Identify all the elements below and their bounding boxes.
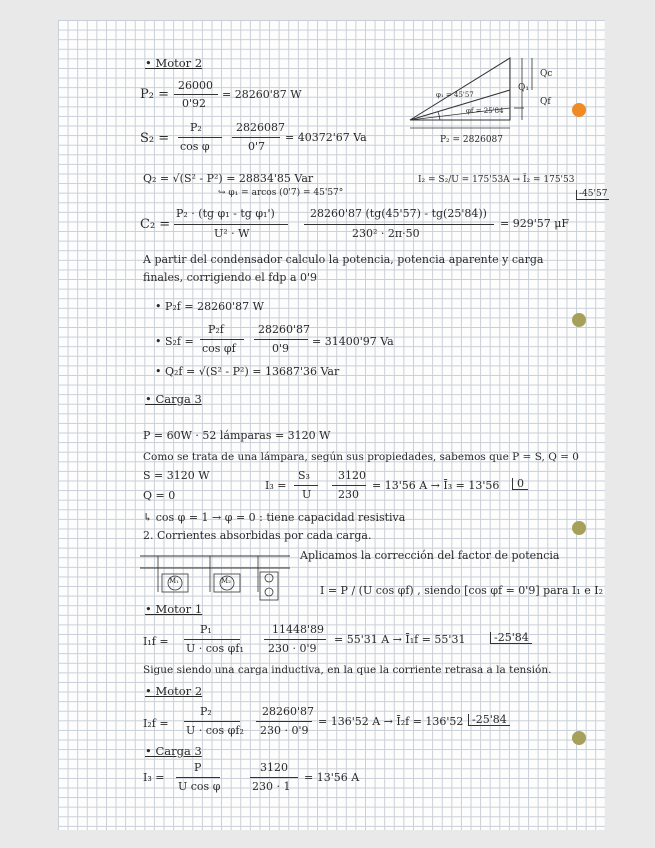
i1f-label: I₁f = bbox=[143, 635, 169, 648]
i3b-result: = 13'56 A bbox=[304, 771, 360, 784]
binder-hole-orange bbox=[572, 103, 586, 117]
p2-numerator: 26000 bbox=[178, 79, 213, 92]
cos-note: ↳ cos φ = 1 → φ = 0 : tiene capacidad resistiva bbox=[143, 511, 406, 524]
i1f-result: = 55'31 A → Ī₁f = 55'31 bbox=[334, 633, 466, 646]
i3-numerator: S₃ bbox=[298, 469, 310, 482]
sigue-text: Sigue siendo una carga inductiva, en la que la corriente retrasa a la tensión. bbox=[143, 664, 552, 676]
s2-result: = 40372'67 Va bbox=[285, 131, 367, 144]
fraction-bar bbox=[304, 224, 494, 225]
s2f-mid-numerator: 28260'87 bbox=[258, 323, 311, 336]
i1f-numerator: P₁ bbox=[200, 623, 212, 636]
i1f-mid-numerator: 11448'89 bbox=[272, 623, 325, 636]
i1f-denominator: U · cos φf₁ bbox=[186, 642, 244, 655]
fraction-bar bbox=[184, 639, 240, 640]
i2-angle: -45'57 bbox=[576, 190, 609, 200]
section-2-heading: 2. Corrientes absorbidas por cada carga. bbox=[143, 529, 372, 542]
i2f-result: = 136'52 A → Ī₂f = 136'52 bbox=[318, 715, 464, 728]
carga3-power: P = 60W · 52 lámparas = 3120 W bbox=[143, 429, 331, 442]
aplicamos-text: Aplicamos la corrección del factor de potencia bbox=[300, 549, 560, 562]
p2-result: = 28260'87 W bbox=[222, 88, 302, 101]
i3b-mid-numerator: 3120 bbox=[260, 761, 288, 774]
circuit-m2-label: M₂ bbox=[221, 577, 231, 585]
i2f-label: I₂f = bbox=[143, 717, 169, 730]
fraction-bar bbox=[174, 94, 218, 95]
binder-hole bbox=[572, 731, 586, 745]
i3-denominator: U bbox=[302, 488, 312, 501]
p2f-equation: • P₂f = 28260'87 W bbox=[155, 300, 264, 313]
fraction-bar bbox=[250, 777, 298, 778]
p2-label: P₂ = bbox=[140, 87, 169, 102]
c2-label: C₂ = bbox=[140, 217, 171, 232]
s2f-denominator: cos φf bbox=[202, 342, 236, 355]
i3b-numerator: P bbox=[194, 761, 202, 774]
fraction-bar bbox=[178, 137, 222, 138]
c2-denominator: U² · W bbox=[214, 227, 250, 240]
c2-numerator-values: 28260'87 (tg(45'57) - tg(25'84)) bbox=[310, 207, 487, 220]
i1f-angle: -25'84 bbox=[490, 632, 532, 644]
diagram-phi2-label: φf = 25'84 bbox=[466, 107, 504, 115]
phi-equation: ↪ φ₁ = arcos (0'7) = 45'57° bbox=[218, 188, 344, 198]
aplicamos-formula: I = P / (U cos φf) , siendo [cos φf = 0'9] para I₁ e I₂ bbox=[320, 584, 604, 597]
binder-hole bbox=[572, 521, 586, 535]
s2-mid-numerator: 2826087 bbox=[236, 121, 285, 134]
fraction-bar bbox=[332, 485, 366, 486]
c2-numerator: P₂ · (tg φ₁ - tg φ₁') bbox=[176, 207, 275, 220]
heading-motor-2b: • Motor 2 bbox=[145, 684, 203, 698]
fraction-bar bbox=[174, 224, 288, 225]
c2-denominator-values: 230² · 2π·50 bbox=[352, 227, 420, 240]
i2f-mid-denominator: 230 · 0'9 bbox=[260, 724, 309, 737]
q2f-equation: • Q₂f = √(S² - P²) = 13687'36 Var bbox=[155, 365, 340, 378]
paragraph-line: finales, corrigiendo el fdp a 0'9 bbox=[143, 271, 318, 284]
i3-mid-numerator: 3120 bbox=[338, 469, 366, 482]
s2f-numerator: P₂f bbox=[208, 323, 224, 336]
i2f-angle: -25'84 bbox=[468, 714, 510, 726]
q2-equation: Q₂ = √(S² - P²) = 28834'85 Var bbox=[143, 172, 314, 185]
i3-result: = 13'56 A → Ī₃ = 13'56 bbox=[372, 479, 500, 492]
i3b-mid-denominator: 230 · 1 bbox=[252, 780, 291, 793]
i1f-mid-denominator: 230 · 0'9 bbox=[268, 642, 317, 655]
i2f-numerator: P₂ bbox=[200, 705, 212, 718]
s2-numerator: P₂ bbox=[190, 121, 202, 134]
fraction-bar bbox=[232, 137, 280, 138]
i3b-denominator: U cos φ bbox=[178, 780, 221, 793]
s2f-label: • S₂f = bbox=[155, 335, 194, 348]
heading-motor-1: • Motor 1 bbox=[145, 602, 203, 616]
i3-angle: 0 bbox=[512, 478, 528, 490]
fraction-bar bbox=[294, 485, 318, 486]
diagram-phi1-label: φ₁ = 45'57 bbox=[436, 91, 474, 99]
diagram-p-label: P₂ = 2826087 bbox=[440, 135, 504, 145]
i2f-mid-numerator: 28260'87 bbox=[262, 705, 315, 718]
carga3-text: Como se trata de una lámpara, según sus propiedades, sabemos que P = S, Q = 0 bbox=[143, 451, 579, 463]
circuit-diagram bbox=[140, 548, 290, 608]
i3b-label: I₃ = bbox=[143, 771, 165, 784]
paragraph-line: A partir del condensador calculo la potencia, potencia aparente y carga bbox=[143, 253, 544, 266]
circuit-m1-label: M₁ bbox=[169, 577, 179, 585]
heading-carga-3: • Carga 3 bbox=[145, 392, 202, 406]
i2-equation: I₂ = S₂/U = 175'53A → Ī₂ = 175'53 bbox=[418, 175, 575, 185]
fraction-bar bbox=[264, 639, 326, 640]
s2-denominator: cos φ bbox=[180, 140, 210, 153]
carga3-s: S = 3120 W bbox=[143, 469, 210, 482]
c2-result: = 929'57 μF bbox=[500, 217, 570, 230]
i3-mid-denominator: 230 bbox=[338, 488, 359, 501]
fraction-bar bbox=[200, 339, 244, 340]
carga3-q: Q = 0 bbox=[143, 489, 176, 502]
diagram-q1-label: Q₁ bbox=[518, 83, 529, 93]
s2-mid-denominator: 0'7 bbox=[248, 140, 266, 153]
binder-hole bbox=[572, 313, 586, 327]
fraction-bar bbox=[254, 339, 308, 340]
s2f-result: = 31400'97 Va bbox=[312, 335, 394, 348]
i3-label: I₃ = bbox=[265, 479, 287, 492]
i2f-denominator: U · cos φf₂ bbox=[186, 724, 244, 737]
s2-label: S₂ = bbox=[140, 131, 170, 146]
fraction-bar bbox=[176, 777, 220, 778]
s2f-mid-denominator: 0'9 bbox=[272, 342, 290, 355]
heading-carga-3b: • Carga 3 bbox=[145, 744, 202, 758]
fraction-bar bbox=[184, 721, 240, 722]
power-triangle-diagram bbox=[410, 50, 570, 140]
p2-denominator: 0'92 bbox=[182, 97, 207, 110]
diagram-qf-label: Qf bbox=[540, 97, 551, 107]
fraction-bar bbox=[256, 721, 312, 722]
diagram-qc-label: Qc bbox=[540, 69, 553, 79]
heading-motor-2: • Motor 2 bbox=[145, 56, 203, 70]
